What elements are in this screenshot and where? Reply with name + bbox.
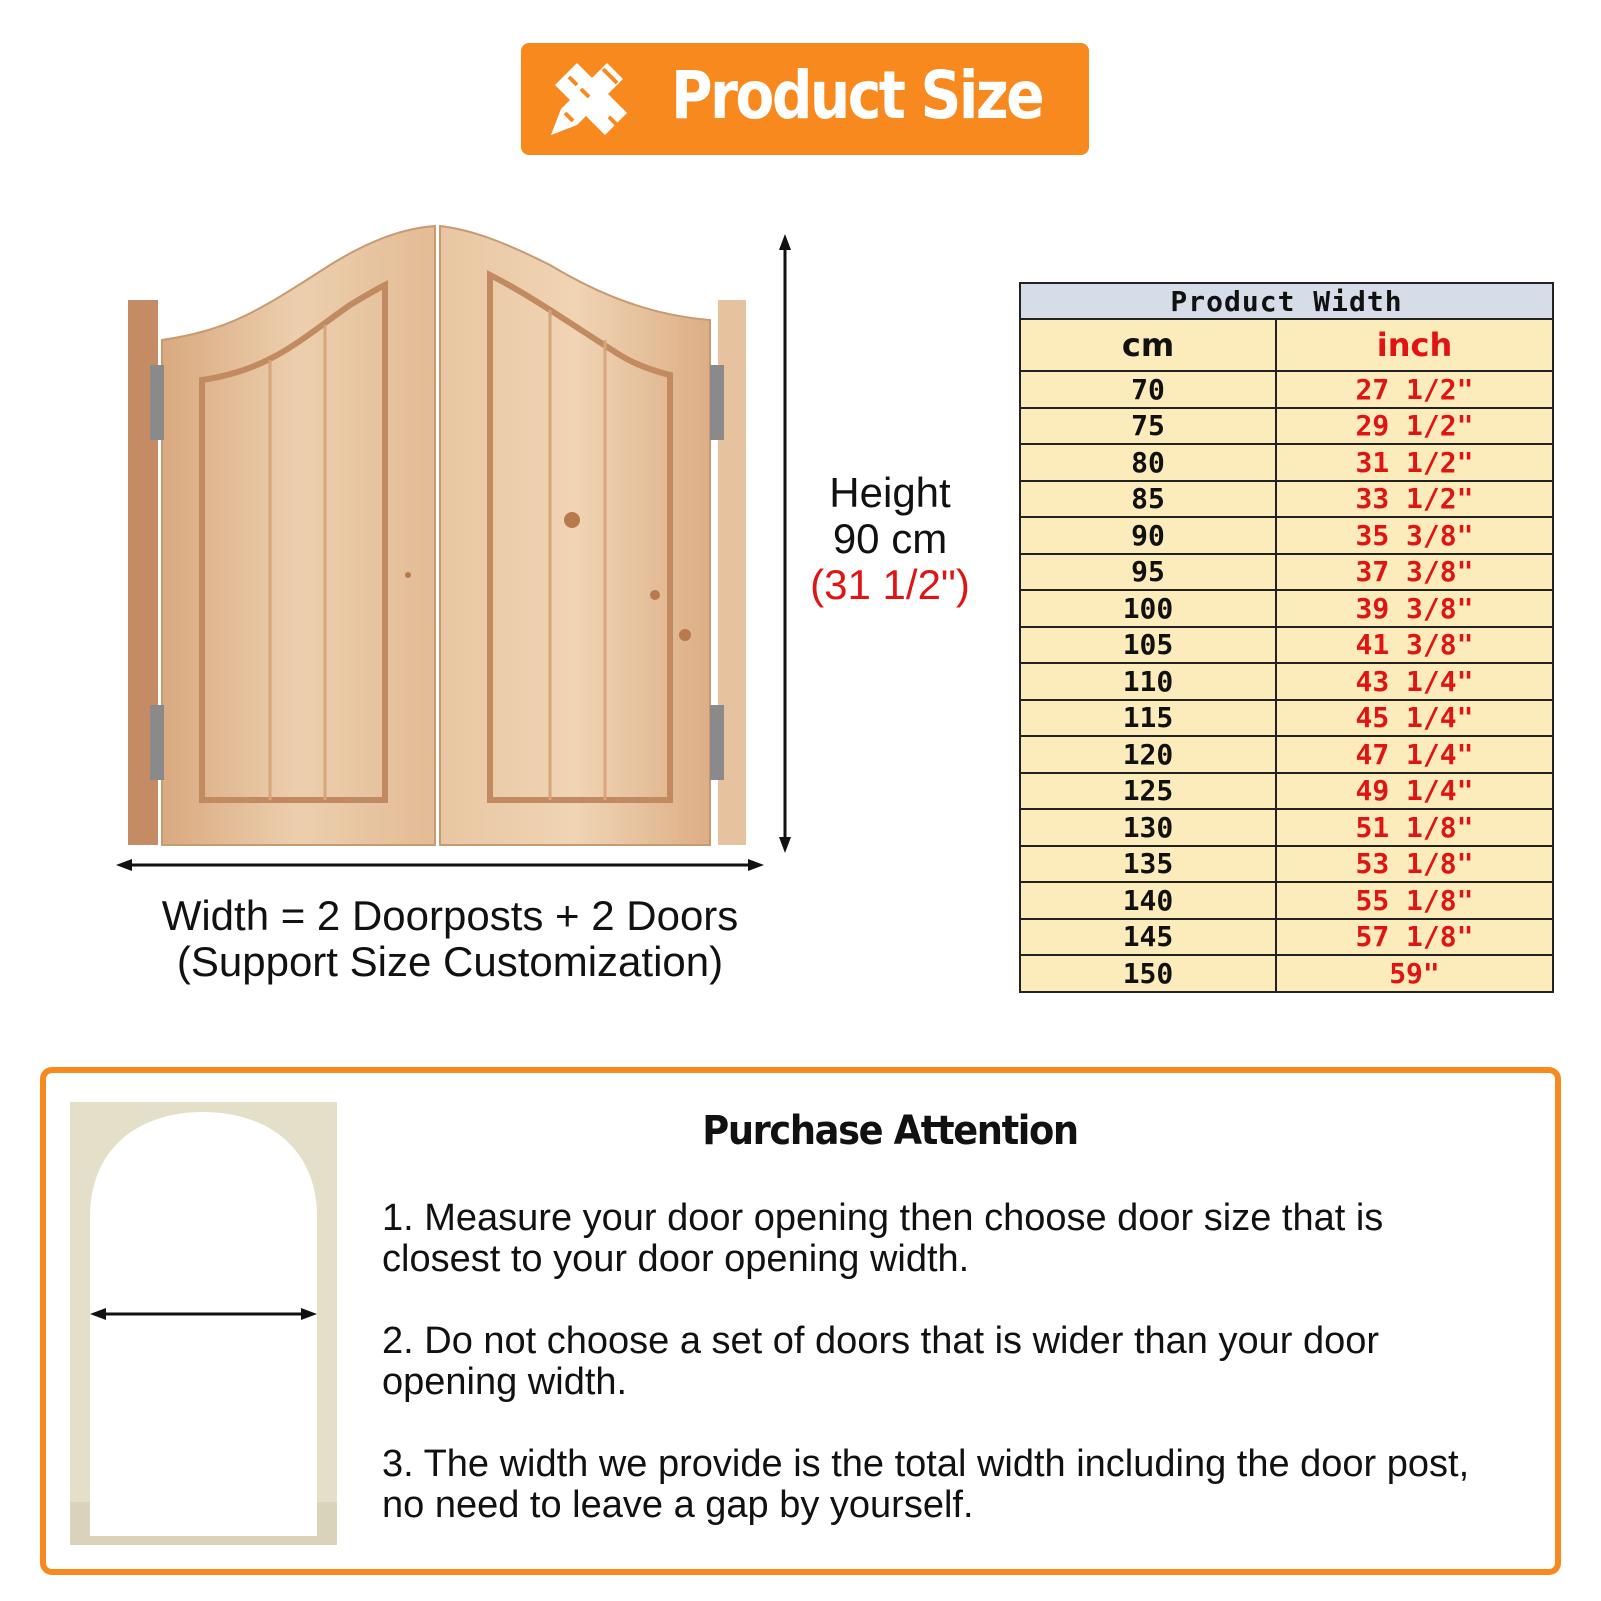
cell-inch: 55 1/8" [1276,882,1553,919]
cell-inch: 49 1/4" [1276,773,1553,810]
cell-inch: 59" [1276,955,1553,992]
column-header-cm: cm [1020,319,1276,371]
attention-item-2-line2: opening width. [382,1361,628,1403]
cell-cm: 140 [1020,882,1276,919]
pencil-ruler-icon [547,59,631,139]
cell-inch: 45 1/4" [1276,700,1553,737]
table-row [1020,663,1553,700]
cell-inch: 37 3/8" [1276,554,1553,591]
table-row [1020,371,1553,408]
attention-item-3-line2: no need to leave a gap by yourself. [382,1484,974,1526]
table-row [1020,444,1553,481]
cell-cm: 105 [1020,627,1276,664]
cell-cm: 120 [1020,736,1276,773]
table-row [1020,846,1553,883]
customization-note: (Support Size Customization) [176,938,724,985]
cell-inch: 35 3/8" [1276,517,1553,554]
table-row [1020,919,1553,956]
cell-inch: 41 3/8" [1276,627,1553,664]
table-row [1020,736,1553,773]
saloon-door-illustration [110,220,810,900]
attention-item-3 [382,1444,1552,1526]
width-explanation [110,893,790,985]
table-row [1020,773,1553,810]
product-width-table [1019,282,1554,993]
table-row [1020,554,1553,591]
cell-inch: 47 1/4" [1276,736,1553,773]
cell-inch: 27 1/2" [1276,371,1553,408]
cell-cm: 90 [1020,517,1276,554]
cell-cm: 130 [1020,809,1276,846]
cell-inch: 57 1/8" [1276,919,1553,956]
cell-cm: 100 [1020,590,1276,627]
cell-cm: 150 [1020,955,1276,992]
cell-inch: 53 1/8" [1276,846,1553,883]
cell-cm: 85 [1020,481,1276,518]
cell-cm: 135 [1020,846,1276,883]
height-cm: 90 cm [832,515,948,562]
table-row [1020,700,1553,737]
attention-title: Purchase Attention [702,1108,1078,1154]
attention-item-2-line1: 2. Do not choose a set of doors that is wider than your door [382,1320,1380,1362]
cell-inch: 39 3/8" [1276,590,1553,627]
cell-cm: 110 [1020,663,1276,700]
table-row [1020,809,1553,846]
cell-cm: 80 [1020,444,1276,481]
cell-cm: 125 [1020,773,1276,810]
banner-title: Product Size [671,57,1043,134]
cell-inch: 51 1/8" [1276,809,1553,846]
product-size-banner [521,43,1089,155]
table-row [1020,882,1553,919]
cell-inch: 33 1/2" [1276,481,1553,518]
cell-cm: 115 [1020,700,1276,737]
width-formula: Width = 2 Doorposts + 2 Doors [161,892,739,939]
table-row [1020,517,1553,554]
attention-item-3-line1: 3. The width we provide is the total width including the door post, [382,1443,1470,1485]
cell-cm: 70 [1020,371,1276,408]
table-row [1020,408,1553,445]
table-body [1020,371,1553,992]
table-row [1020,627,1553,664]
door-opening-illustration [70,1102,337,1545]
attention-item-2 [382,1321,1552,1403]
cell-cm: 145 [1020,919,1276,956]
cell-inch: 29 1/2" [1276,408,1553,445]
attention-item-1-line1: 1. Measure your door opening then choose door size that is [382,1197,1384,1239]
table-row [1020,955,1553,992]
height-inch: (31 1/2") [810,561,970,608]
table-row [1020,481,1553,518]
attention-item-1-line2: closest to your door opening width. [382,1238,970,1280]
cell-inch: 31 1/2" [1276,444,1553,481]
cell-inch: 43 1/4" [1276,663,1553,700]
attention-item-1 [382,1198,1552,1280]
table-title: Product Width [1020,283,1553,319]
height-title: Height [829,469,951,516]
table-row [1020,590,1553,627]
height-label [790,470,990,608]
cell-cm: 75 [1020,408,1276,445]
cell-cm: 95 [1020,554,1276,591]
column-header-inch: inch [1276,319,1553,371]
